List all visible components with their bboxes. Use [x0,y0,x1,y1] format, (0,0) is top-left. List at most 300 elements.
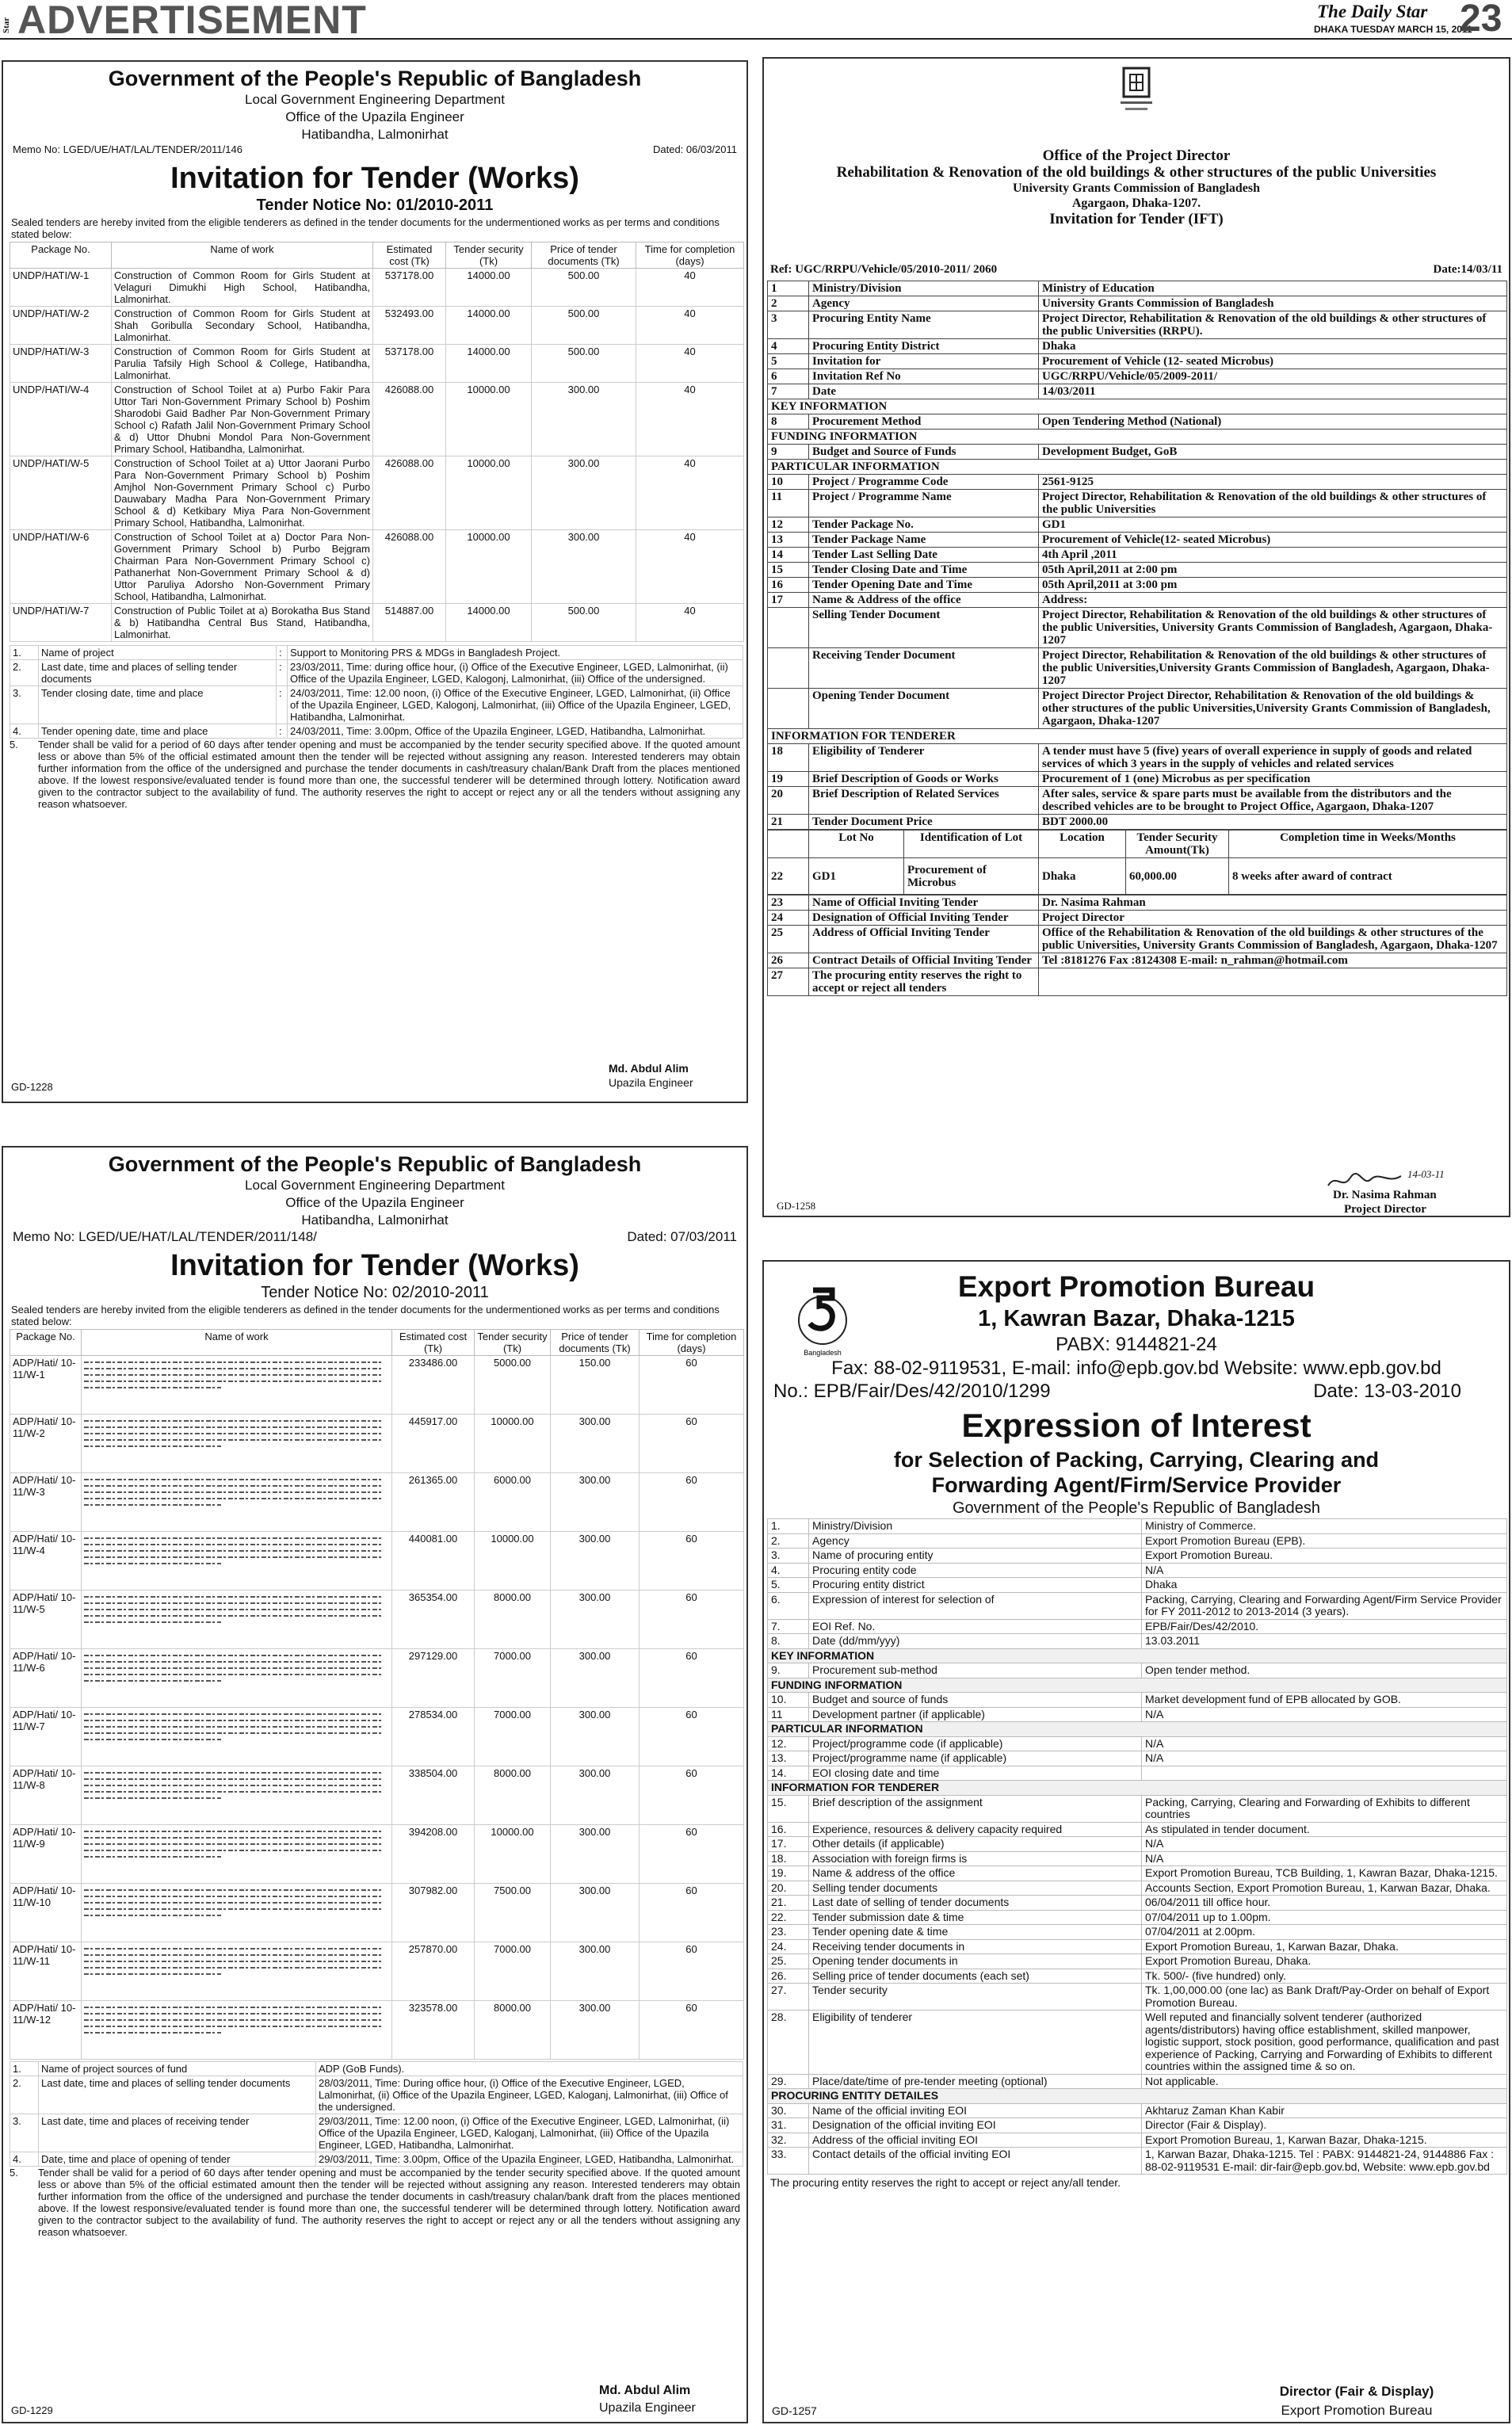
bengali-text-line [84,1667,383,1669]
table-cell: 338504.00 [392,1766,475,1825]
bengali-text-line [84,1550,383,1552]
field-label: Selling tender documents [809,1881,1142,1896]
note-label: 3. [10,686,39,724]
note-label: Date, time and place of opening of tender [39,2152,316,2167]
field-label: Procuring Entity District [809,339,1039,354]
table-row [10,1649,744,1708]
table-cell: 514887.00 [373,604,446,642]
signer-name: Md. Abdul Alim [599,2384,691,2397]
lot-col-header: Lot No [809,831,904,858]
bengali-text-line [84,1831,383,1832]
section-side-label: Star [2,17,11,33]
field-value: 05th April,2011 at 3:00 pm [1039,578,1507,593]
bengali-text-line [84,2013,383,2014]
row-number: 30. [768,2103,809,2118]
bengali-text-line [84,1381,383,1382]
field-label: Tender security [809,1984,1142,2011]
row-number: 20 [768,787,809,815]
work-name-bengali [82,1884,392,1942]
table-row [10,1942,744,2001]
row-number: 26 [768,953,809,968]
field-value: Well reputed and financially solvent tenderer (authorized agents/distributors) having office establishment, skilled manpower, logistic support, stock position, good performance, qualification and past experience of Packing, Carrying and Forwarding of Exhibits to different countries within the assigned time & so on. [1142,2011,1507,2075]
field-value: Packing, Carrying, Clearing and Forwarding Agent/Firm Service Provider for FY 2011-2012 to 2013-2014 (3 years). [1142,1592,1507,1619]
table-row [768,490,1507,517]
work-name-bengali [82,1591,392,1649]
row-number: 1. [768,1519,809,1534]
bengali-text-line [84,1485,383,1487]
table-row [768,548,1507,563]
table-cell: 233486.00 [392,1356,475,1415]
note-row [10,724,743,739]
bengali-text-line [84,1615,383,1617]
table-cell: 5000.00 [475,1356,551,1415]
note-label: : [277,686,288,724]
table-cell: 323578.00 [392,2001,475,2060]
table-row [768,1969,1507,1984]
table-row [768,1910,1507,1925]
row-number: 14 [768,548,809,563]
table-row [768,1795,1507,1822]
field-label: Budget and source of funds [809,1693,1142,1708]
field-value [1039,968,1507,996]
field-value: UGC/RRPU/Vehicle/05/2009-2011/ [1039,369,1507,384]
note-value: 24/03/2011, Time: 3.00pm, Office of the Upazila Engineer, LGED, Hatibandha, Lalmonirhat. [288,724,743,739]
page-header [0,0,1512,40]
table-row [10,1532,744,1591]
bengali-text-line [84,1655,383,1656]
row-number: 18. [768,1851,809,1866]
col-header: Price of tender documents (Tk) [551,1330,640,1356]
table-row [10,1356,744,1415]
table-row [768,445,1507,460]
field-label: Selling price of tender documents (each set) [809,1969,1142,1984]
table-cell: 60 [640,1356,744,1415]
field-label: Brief Description of Related Services [809,787,1039,815]
field-label: Association with foreign firms is [809,1851,1142,1866]
bengali-text-line [84,1896,383,1897]
table-row [10,1708,744,1766]
package-no: UNDP/HATI/W-6 [10,530,112,604]
table-row [768,689,1507,729]
note-row [10,2152,743,2167]
field-value: 14/03/2011 [1039,384,1507,399]
bengali-text-line [84,1556,383,1558]
table-row [768,2148,1507,2175]
work-name-bengali [82,1356,392,1415]
ift-table [767,281,1507,830]
memo-date: Dated: 06/03/2011 [652,143,737,155]
note-label: 2. [10,2076,39,2114]
row-number: 14. [768,1766,809,1781]
table-row [10,2001,744,2060]
row-number [768,608,809,648]
table-header-row [10,1330,744,1356]
row-number: 31. [768,2118,809,2133]
bengali-text-line [84,1889,383,1891]
bengali-text-line [84,1967,383,1969]
ref-number: Ref: UGC/RRPU/Vehicle/05/2010-2011/ 2060 [770,263,998,276]
note-label: Last date, time and places of selling tender documents [39,2076,316,2114]
field-value: Project Director, Rehabilitation & Renovation of the old buildings & other structures of the public Universities, University Grants Commission of Bangladesh, Agargaon, Dhaka-1207 [1039,608,1507,648]
table-row [768,772,1507,787]
eoi-ref-number: No.: EPB/Fair/Des/42/2010/1299 [773,1381,1051,1402]
table-cell: 40 [636,345,744,383]
field-value: 06/04/2011 till office hour. [1142,1896,1507,1911]
table-cell: 394208.00 [392,1825,475,1884]
table-row [768,1533,1507,1549]
table-row [768,1925,1507,1940]
ad-dept: Local Government Engineering Department [245,92,505,107]
bengali-text-line [84,1680,221,1682]
bengali-text-line [84,1426,383,1428]
table-cell: 10000.00 [446,530,532,604]
field-label: Designation of the official inviting EOI [809,2118,1142,2133]
table-row [768,475,1507,490]
bengali-text-line [84,1420,383,1422]
field-value: Dhaka [1142,1578,1507,1593]
table-cell: 40 [636,530,744,604]
bengali-text-line [84,2032,221,2034]
ad-title: Invitation for Tender (Works) [170,1249,579,1282]
row-number: 21. [768,1896,809,1911]
table-row [768,1851,1507,1866]
field-value: 1, Karwan Bazar, Dhaka-1215. Tel : PABX: 9144821-24, 9144886 Fax : 88-02-9119531 E-mail: dir-fair@epb.gov.bd, Website: www.epb.gov.bd [1142,2148,1507,2175]
table-row [768,926,1507,953]
field-label: Tender Last Selling Date [809,548,1039,563]
table-cell: 300.00 [551,1415,640,1473]
work-name: Construction of Common Room for Girls Student at Velaguri Dimukhi High School, Hatibandha, Lalmonirhat. [112,269,373,307]
bengali-text-line [84,1954,383,1956]
row-number: 27 [768,968,809,996]
ift-ad-gd1258 [762,57,1510,1217]
bengali-text-line [84,1596,383,1598]
bengali-text-line [84,1948,383,1950]
org-pabx: PABX: 9144821-24 [1056,1334,1217,1355]
row-number: 2 [768,296,809,311]
ad-code: GD-1228 [11,1081,53,1093]
section-row [768,460,1507,475]
field-label: Tender Package No. [809,517,1039,533]
table-cell: 14000.00 [446,345,532,383]
col-header: Estimated cost (Tk) [373,242,446,269]
field-value: After sales, service & spare parts must be available from the distributors and the described vehicles are to be brought to Project Office, Agargaon, Dhaka-1207 [1039,787,1507,815]
table-cell: 300.00 [551,1825,640,1884]
row-number: 22. [768,1910,809,1925]
bengali-text-line [84,1368,383,1369]
table-cell: 60 [640,1415,744,1473]
bengali-text-line [84,1602,383,1604]
row-number: 25. [768,1954,809,1969]
table-row [10,269,744,307]
lot-col-header: Tender Security Amount(Tk) [1126,831,1229,858]
note-label: Last date, time and places of selling tender documents [39,660,277,686]
package-no: UNDP/HATI/W-3 [10,345,112,383]
table-row [768,744,1507,772]
field-value: Export Promotion Bureau, 1, Karwan Bazar, Dhaka-1215. [1142,2133,1507,2148]
table-cell: 40 [636,307,744,345]
row-number: 12. [768,1736,809,1751]
issue-date: DHAKA TUESDAY MARCH 15, 2011 [1314,24,1472,35]
eoi-date: Date: 13-03-2010 [1313,1381,1461,1402]
table-row [768,911,1507,926]
field-value: A tender must have 5 (five) years of overall experience in supply of goods and related services of which 3 years in the supply of vehicles and related services [1039,744,1507,772]
tender-notice-number: Tender Notice No: 02/2010-2011 [261,1284,489,1301]
lot-cell: 8 weeks after award of contract [1229,858,1507,895]
field-value: University Grants Commission of Bangladesh [1039,296,1507,311]
table-row [768,311,1507,339]
note-label: 3. [10,2114,39,2152]
table-row [768,2011,1507,2075]
lot-cell: 60,000.00 [1126,858,1229,895]
table-row [768,648,1507,689]
bengali-text-line [84,1479,383,1480]
org-name: Export Promotion Bureau [957,1270,1315,1303]
table-cell: 278534.00 [392,1708,475,1766]
package-no: ADP/Hati/ 10-11/W-12 [10,2001,82,2060]
table-cell: 440081.00 [392,1532,475,1591]
section-label: INFORMATION FOR TENDERER [768,1781,1507,1796]
bengali-text-line [84,1544,383,1545]
row-number [768,648,809,689]
field-label: Ministry/Division [809,281,1039,296]
field-label: Receiving tender documents in [809,1939,1142,1954]
field-label: EOI Ref. No. [809,1619,1142,1634]
package-no: ADP/Hati/ 10-11/W-10 [10,1884,82,1942]
table-row [10,345,744,383]
table-row [768,2118,1507,2133]
bengali-text-line [84,1609,383,1610]
table-row [768,1549,1507,1564]
package-no: ADP/Hati/ 10-11/W-3 [10,1473,82,1532]
bengali-text-line [84,1726,383,1728]
work-name: Construction of Common Room for Girls Student at Shah Goribulla Secondary School, Hatibandha, Lalmonirhat. [112,307,373,345]
field-label: Tender submission date & time [809,1910,1142,1925]
row-number: 10. [768,1693,809,1708]
row-number: 11 [768,1707,809,1722]
field-value: Office of the Rehabilitation & Renovation of the old buildings & other structures of the public Universities, University Grants Commission of Bangladesh, Agargaon, Dhaka-1207 [1039,926,1507,953]
table-row [768,1881,1507,1896]
table-cell: 300.00 [551,1532,640,1591]
table-row [10,530,744,604]
works-table [10,242,744,642]
field-value: 05th April,2011 at 2:00 pm [1039,563,1507,578]
org-address: 1, Kawran Bazar, Dhaka-1215 [978,1306,1295,1331]
work-name-bengali [82,1532,392,1591]
note-label: 4. [10,724,39,739]
table-cell: 532493.00 [373,307,446,345]
eoi-footer-note: The procuring entity reserves the right to accept or reject any/all tender. [770,2176,1121,2189]
table-cell: 40 [636,269,744,307]
table-cell: 426088.00 [373,530,446,604]
lot-cell: Procurement of Microbus [904,858,1039,895]
signer-org: Export Promotion Bureau [1281,2403,1433,2418]
table-cell: 6000.00 [475,1473,551,1532]
row-number: 3 [768,311,809,339]
col-header: Tender security (Tk) [475,1330,551,1356]
table-cell: 537178.00 [373,345,446,383]
field-value: Not applicable. [1142,2074,1507,2089]
table-cell: 60 [640,1649,744,1708]
package-no: UNDP/HATI/W-2 [10,307,112,345]
note-row [10,2114,743,2152]
row-number: 17 [768,593,809,608]
table-row [768,384,1507,399]
field-value: Export Promotion Bureau. [1142,1549,1507,1564]
row-number: 2. [768,1533,809,1549]
bengali-text-line [84,1439,383,1441]
field-value: Project Director, Rehabilitation & Renovation of the old buildings & other structures of the public Universities,University Grants Commission of Bangladesh, Agargaon, Dhaka-1207 [1039,648,1507,689]
row-number: 25 [768,926,809,953]
table-row [768,787,1507,815]
table-row [768,1707,1507,1722]
bengali-text-line [84,1915,221,1916]
ad-gov-heading: Government of the People's Republic of Bangladesh [952,1499,1321,1517]
note-value: 29/03/2011, Time: 12.00 noon, (i) Office of the Executive Engineer, LGED, Lalmonirhat, (ii) Office of the Upazila Engineer, LGED, Kaloganj, Lalmonirhat, (iii) Office of the Upazila Engineer, LGED, Hatibandha, Lalmonirhat. [316,2114,743,2152]
field-label: Procurement sub-method [809,1663,1142,1678]
table-cell: 307982.00 [392,1884,475,1942]
bengali-text-line [84,1797,221,1799]
row-number: 28. [768,2011,809,2075]
field-label: Selling Tender Document [809,608,1039,648]
field-value: 4th April ,2011 [1039,548,1507,563]
section-label: PARTICULAR INFORMATION [768,460,1507,475]
col-header: Time for completion (days) [636,242,744,269]
field-label: Brief Description of Goods or Works [809,772,1039,787]
table-row [768,1736,1507,1751]
field-value: As stipulated in tender document. [1142,1822,1507,1837]
row-number: 24 [768,911,809,926]
signer-title: Upazila Engineer [599,2401,696,2415]
field-label: Tender opening date & time [809,1925,1142,1940]
table-cell: 60 [640,1708,744,1766]
field-label: Last date of selling of tender documents [809,1896,1142,1911]
row-number: 5. [768,1578,809,1593]
table-cell: 10000.00 [446,383,532,456]
field-value: 2561-9125 [1039,475,1507,490]
table-cell: 445917.00 [392,1415,475,1473]
table-cell: 300.00 [551,2001,640,2060]
note-label: : [277,660,288,686]
field-label: Address of Official Inviting Tender [809,926,1039,953]
field-label: Name of procuring entity [809,1549,1142,1564]
lot-cell: 22 [768,858,809,895]
table-cell: 14000.00 [446,604,532,642]
ift-official-table [767,895,1507,996]
row-number: 9. [768,1663,809,1678]
note-value: 23/03/2011, Time: during office hour, (i) Office of the Executive Engineer, LGED, Lalmonirhat, (ii) Office of the Upazila Engineer, LGED, Kalogonj, Lalmonirhat, (iii) Office of the undersigned. [288,660,743,686]
table-cell: 500.00 [532,345,636,383]
works-table [10,1329,744,2060]
table-cell: 365354.00 [392,1591,475,1649]
eoi-table [767,1518,1507,2175]
bengali-text-line [84,1661,383,1663]
table-cell: 14000.00 [446,269,532,307]
project-name: Rehabilitation & Renovation of the old buildings & other structures of the public Universities [836,164,1437,181]
field-value: Procurement of Vehicle (12- seated Microbus) [1039,354,1507,369]
field-value: N/A [1142,1851,1507,1866]
row-number: 24. [768,1939,809,1954]
validity-note: Tender shall be valid for a period of 60 days after tender opening and must be accompanied by the tender security specified above. If the quoted amount less or above than 5% of the official estimated amount then the tender will be rejected without assigning any reason. Interested tenderers may obtain further information from the office of the undersigned and purchase the tender documents in cash/treasury chalan/bank draft from the places mentioned above. If the lowest responsive/evaluated tender is found more than one, the successful tenderer will be determined through lottery. Notification award given to the contractor subject to the availability of fund. The authority reserves the right to accept or reject any or all the tenders without assigning any reason whatsoever. [38,2167,740,2238]
table-row [768,339,1507,354]
row-number: 15 [768,563,809,578]
section-row [768,430,1507,445]
note-label: : [277,724,288,739]
table-cell: 426088.00 [373,383,446,456]
package-no: ADP/Hati/ 10-11/W-5 [10,1591,82,1649]
package-no: UNDP/HATI/W-5 [10,456,112,530]
field-label: Tender Closing Date and Time [809,563,1039,578]
table-row [768,1663,1507,1678]
table-cell: 300.00 [551,1884,640,1942]
table-row [768,1837,1507,1852]
field-label: Procuring entity code [809,1563,1142,1578]
table-cell: 10000.00 [446,456,532,530]
ad-title: Invitation for Tender (Works) [170,162,579,195]
tender-ad-gd1228: Government of the People's Republic of Bangladesh Local Government Engineering Department Office of the Upazila Engineer Hatibandha, Lalmonirhat Memo No: LGED/UE/HAT/LAL/TENDER/2011/146 Dated: 06/03/2011 Invitation for Tender (Works) Tender Notice No: 01/2010-2011 Sealed tenders are hereby invited from the eligible tenderers as defined in the tender documents for the undermentioned works as per terms and conditions stated below: Package No. Name of work Estimated cost (Tk) Tender security (Tk) Price of tender documents (Tk) Time for completion (days) UNDP/HATI/W-1 Construction of Common Room for Girls Student at Velaguri Dimukhi High School, Hatibandha, Lalmonirhat. 537178.00 14000.00 500.00 40 UNDP/HATI/W-2 Construction of Common Room for Girls Student at Shah Goribulla Secondary School, Hatibandha, Lalmonirhat. 532493.00 14000.00 500.00 40 UNDP/HATI/W-3 Construction of Common Room for Girls Student at Parulia Tafsily High School & College, Hatibandha, Lalmonirhat. 537178.00 14000.00 500.00 40 UNDP/HATI/W-4 Construction of School Toilet at a) Purbo Fakir Para Uttor Tari Non-Government Primary School b) Poshim Sharodobi Gaid Badher Par Non-Government Primary School c) Rafath Jalil Non-Government Primary School & d) Uttor Dhubni Mondol Para Non-Government Primary School, Hatibandha, Lalmonirhat. 426088.00 10000.00 300.00 40 UNDP/HATI/W-5 Construction of School Toilet at a) Uttor Jaorani Purbo Para Non-Government Primary School b) Poshim Amjhol Non-Government Primary School c) Purbo Dauwabary Madha Para Non-Government Primary School & d) Ketkibary Miya Para Non-Government Primary School, Hatibandha, Lalmonirhat. 426088.00 10000.00 300.00 40 UNDP/HATI/W-6 Construction of School Toilet at a) Doctor Para Non-Government Primary School b) Purbo Bejgram Chairman Para Non-Government Primary School c) Pathanerhat Non-Government Primary School & d) Uttor Paruliya Adorsho Non-Government Primary School, Hatibandha, Lalmonirhat. 426088.00 10000.00 300.00 40 UNDP/HATI/W-7 Construction of Public Toilet at a) Borokatha Bus Stand & b) Hatibandha Central Bus Stand, Hatibandha, Lalmonirhat. 514887.00 14000.00 500.00 40 1. Name of project : Support to Monitoring PRS & MDGs in Bangladesh Project. 2. Last date, time and places of selling tender documents : 23/03/2011, Time: during office hour, (i) Office of the Executive Engineer, LGED, Lalmonirhat, (ii) Office of the Upazila Engineer, LGED, Kalogonj, Lalmonirhat, (iii) Office of the undersigned. 3. Tender closing date, time and place : 24/03/2011, Time: 12.00 noon, (i) Office of the Executive Engineer, LGED, Lalmonirhat, (ii) Office of the Upazila Engineer, LGED, Kalogonj, Lalmonirhat, (iii) Office of the Upazila Engineer, LGED, Hatibandha, Lalmonirhat. 4. Tender opening date, time and place : 24/03/2011, Time: 3.00pm, Office of the Upazila Engineer, LGED, Hatibandha, Lalmonirhat. 5. Tender shall be valid for a period of 60 days after tender opening and must be accompanied by the tender security specified above. If the quoted amount less or above than 5% of the official estimated amount then the tender will be rejected without assigning any reason. Interested tenderers may obtain further information from the office of the undersigned and purchase the tender documents in cash/treasury chalan/Bank Draft from the places mentioned above. If the lowest responsive/evaluated tender is found more than one, the successful tenderer will be determined through lottery. Notification award given to the contractor subject to the availability of fund. The authority reserves the right to accept or reject any or all the tenders without assigning any reason whatsoever. Md. Abdul Alim Upazila Engineer GD-1228 [2,60,748,1103]
field-label: Project / Programme Code [809,475,1039,490]
table-cell: 300.00 [551,1708,640,1766]
ad-place: Hatibandha, Lalmonirhat [301,127,449,142]
field-value: GD1 [1039,517,1507,533]
field-value: Project Director Project Director, Rehabilitation & Renovation of the old buildings & other structures of the public Universities,University Grants Commission of Bangladesh, Agargaon, Dhaka-1207 [1039,689,1507,729]
table-cell: 500.00 [532,269,636,307]
field-value: Procurement of Vehicle(12- seated Microbus) [1039,533,1507,548]
lot-col-header: Identification of Lot [904,831,1039,858]
package-no: ADP/Hati/ 10-11/W-6 [10,1649,82,1708]
table-row [768,1634,1507,1649]
field-value: Market development fund of EPB allocated by GOB. [1142,1693,1507,1708]
field-label: Procurement Method [809,414,1039,430]
bengali-text-line [84,1973,221,1975]
newspaper-name: The Daily Star [1317,2,1428,21]
table-row [768,1619,1507,1634]
note-label: Name of project [39,646,277,660]
signer-title: Project Director [1344,1203,1426,1216]
table-row [768,815,1507,830]
table-cell: 537178.00 [373,269,446,307]
field-value: 13.03.2011 [1142,1634,1507,1649]
row-number: 16 [768,578,809,593]
field-value: Ministry of Commerce. [1142,1519,1507,1534]
ad-subtitle: for Selection of Packing, Carrying, Clearing and Forwarding Agent/Firm/Service Provider [893,1448,1380,1497]
table-row [768,1766,1507,1781]
table-row [768,414,1507,430]
table-row [768,296,1507,311]
field-label: Brief description of the assignment [809,1795,1142,1822]
note-label: Tender opening date, time and place [39,724,277,739]
work-name: Construction of School Toilet at a) Doctor Para Non-Government Primary School b) Purbo Bejgram Chairman Para Non-Government Primary School c) Pathanerhat Non-Government Primary School & d) Uttor Paruliya Adorsho Non-Government Primary School, Hatibandha, Lalmonirhat. [112,530,373,604]
row-number: 33. [768,2148,809,2175]
bengali-text-line [84,1504,221,1506]
table-cell: 40 [636,383,744,456]
package-no: ADP/Hati/ 10-11/W-7 [10,1708,82,1766]
row-number: 5 [768,354,809,369]
table-row [768,1563,1507,1578]
note-label: 1. [10,2062,39,2076]
table-row [768,1519,1507,1534]
note-label: : [277,646,288,660]
field-label: Designation of Official Inviting Tender [809,911,1039,926]
field-value: 07/04/2011 at 2.00pm. [1142,1925,1507,1940]
table-cell: 300.00 [551,1591,640,1649]
field-value: N/A [1142,1751,1507,1766]
section-label: KEY INFORMATION [768,399,1507,414]
table-cell: 60 [640,1473,744,1532]
section-row [768,1722,1507,1737]
table-row [10,1884,744,1942]
ad-code: GD-1229 [11,2404,53,2416]
agency-name: University Grants Commission of Bangladesh [1012,181,1261,195]
